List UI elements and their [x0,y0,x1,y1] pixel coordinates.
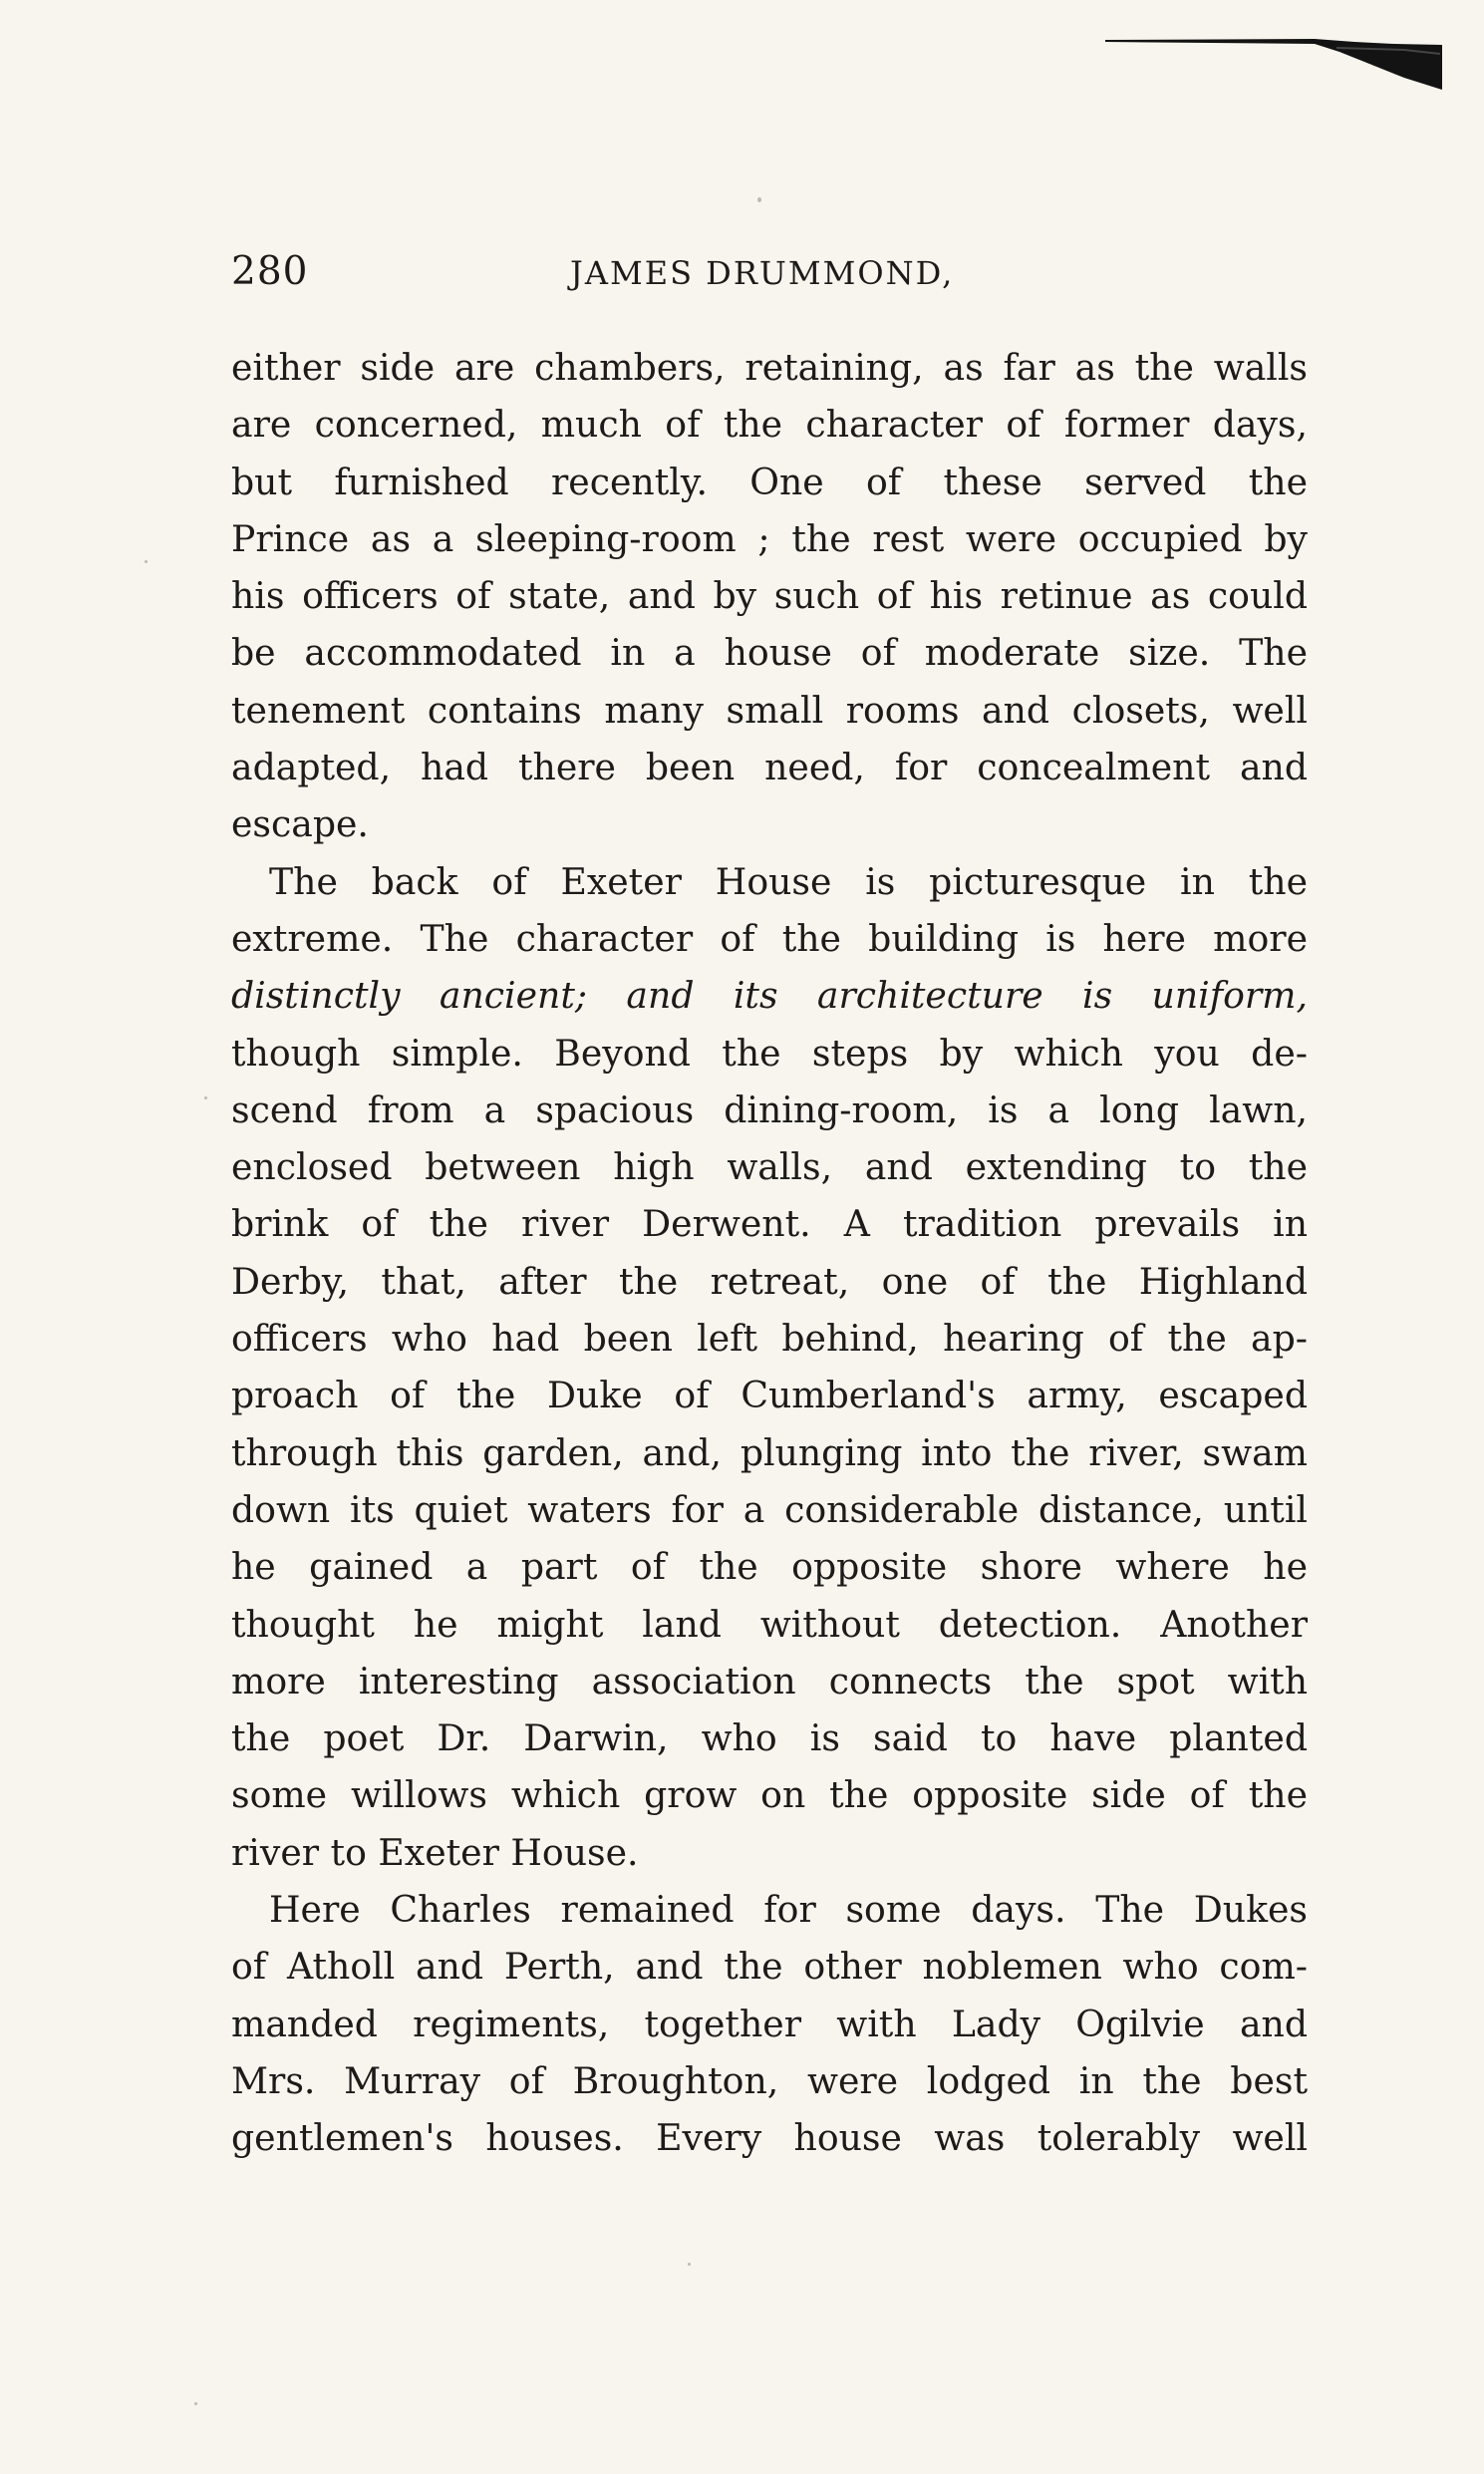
running-head: JAMES DRUMMOND, [570,254,955,292]
text-line: gentlemen's houses. Every house was tolerably well [231,2116,1308,2160]
text-line: brink of the river Derwent. A tradition prevails in [231,1202,1308,1246]
text-line: be accommodated in a house of moderate size. The [231,631,1308,675]
page-header [231,249,1308,309]
text-line: thought he might land without detection. Another [231,1602,1308,1646]
text-line: of Atholl and Perth, and the other noblemen who com- [231,1945,1308,1989]
text-line: some willows which grow on the opposite side of the [231,1773,1308,1817]
text-line: tenement contains many small rooms and closets, well [231,688,1308,732]
text-line: his officers of state, and by such of his retinue as could [231,574,1308,618]
text-line: adapted, had there been need, for concealment and [231,746,1308,789]
page-edge-mark [1105,34,1444,90]
paragraph [231,853,1308,1881]
paragraph [231,339,1308,853]
text-line: through this garden, and, plunging into the river, swam [231,1430,1308,1474]
text-line: extreme. The character of the building is here more [231,916,1308,960]
text-line: Derby, that, after the retreat, one of the Highland [231,1259,1308,1303]
text-line: Here Charles remained for some days. The Dukes [269,1888,1308,1932]
text-line: though simple. Beyond the steps by which you de- [231,1031,1308,1075]
text-line: but furnished recently. One of these served the [231,460,1308,503]
text-line: Mrs. Murray of Broughton, were lodged in the best [231,2058,1308,2102]
text-line: the poet Dr. Darwin, who is said to have planted [231,1716,1308,1760]
paper-speck [688,2263,691,2266]
text-line: Prince as a sleeping-room ; the rest were occupied by [231,516,1308,560]
text-line: manded regiments, together with Lady Ogilvie and [231,2002,1308,2045]
page-number: 280 [231,249,309,294]
text-line: escape. [231,802,369,846]
paper-speck [194,2402,197,2405]
text-line: river to Exeter House. [231,1830,639,1874]
text-line: down its quiet waters for a considerable distance, until [231,1487,1308,1531]
text-line: proach of the Duke of Cumberland's army, escaped [231,1374,1308,1417]
paper-speck [757,197,761,202]
paper-speck [145,560,148,563]
text-line: distinctly ancient; and its architecture is uniform, [231,974,1308,1018]
text-line: are concerned, much of the character of former days, [231,403,1308,447]
paper-speck [204,1096,207,1099]
text-line: more interesting association connects the spot with [231,1659,1308,1702]
paragraph [231,1881,1308,2166]
text-line: scend from a spacious dining-room, is a long lawn, [231,1087,1308,1131]
text-line: he gained a part of the opposite shore where he [231,1545,1308,1589]
text-line: officers who had been left behind, hearing of the ap- [231,1317,1308,1361]
text-line: The back of Exeter House is picturesque in the [269,859,1308,903]
text-line: enclosed between high walls, and extending to the [231,1145,1308,1189]
text-line: either side are chambers, retaining, as far as the walls [231,346,1308,389]
body-text [231,339,1308,2167]
